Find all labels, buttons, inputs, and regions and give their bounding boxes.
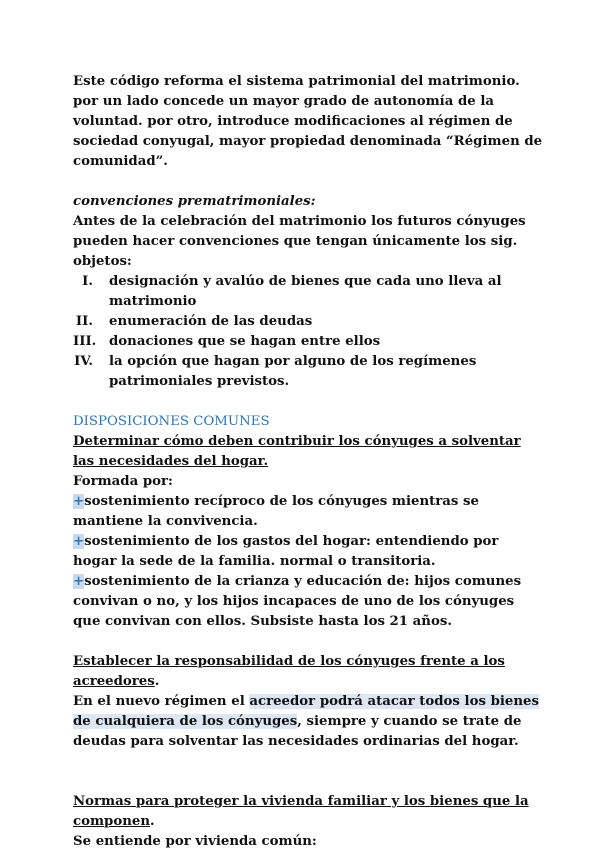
list-numeral: III.: [73, 334, 97, 349]
responsabilidad-paragraph: [73, 692, 543, 752]
vivienda-heading: Normas para proteger la vivienda familiar y los bienes que la componen: [73, 794, 529, 829]
formada-por-label: Formada por:: [73, 474, 173, 489]
bullet-item: [73, 532, 543, 572]
list-item: [73, 332, 543, 352]
list-numeral: I.: [82, 274, 93, 289]
list-item: [73, 312, 543, 332]
list-item: [73, 352, 543, 392]
spacer: [73, 752, 543, 792]
list-item-text: designación y avalúo de bienes que cada uno lleva al matrimonio: [109, 274, 502, 309]
intro-paragraph: Este código reforma el sistema patrimonial del matrimonio. por un lado concede un mayor grado de autonomía de la voluntad. por otro, introduce modificaciones al régimen de sociedad conyugal, mayor propiedad denominada “Régimen de comunidad”.: [73, 74, 543, 169]
heading-period: .: [150, 814, 155, 829]
list-item-text: la opción que hagan por alguno de los regímenes patrimoniales previstos.: [109, 354, 477, 389]
convenciones-heading: convenciones prematrimoniales:: [73, 194, 316, 209]
bullet-text: sostenimiento recíproco de los cónyuges mientras se mantiene la convivencia.: [73, 494, 479, 529]
document-page: [73, 72, 543, 852]
list-numeral: IV.: [74, 354, 93, 369]
spacer: [73, 392, 543, 412]
plus-bullet-icon: +: [73, 494, 85, 509]
disposiciones-heading: DISPOSICIONES COMUNES: [73, 414, 270, 429]
responsabilidad-heading: Establecer la responsabilidad de los cónyuges frente a los acreedores: [73, 654, 505, 689]
responsabilidad-heading-line: [73, 652, 543, 692]
list-numeral: II.: [75, 314, 93, 329]
plus-bullet-icon: +: [73, 574, 85, 589]
list-item-text: donaciones que se hagan entre ellos: [109, 334, 381, 349]
vivienda-heading-line: [73, 792, 543, 832]
vivienda-text: Se entiende por vivienda común:: [73, 834, 317, 849]
convenciones-list: [73, 272, 543, 392]
spacer: [73, 172, 543, 192]
list-item-text: enumeración de las deudas: [109, 314, 313, 329]
spacer: [73, 632, 543, 652]
heading-period: .: [154, 674, 160, 689]
responsabilidad-text-end: , siempre y cuando se trate de deudas para solventar las necesidades ordinarias del hogar.: [73, 714, 522, 749]
highlighted-text: acreedor podrá atacar todos los bienes de cualquiera de los cónyuges: [73, 694, 539, 729]
list-item: [73, 272, 543, 312]
bullet-text: sostenimiento de los gastos del hogar: entendiendo por hogar la sede de la familia. normal o transitoria.: [73, 534, 499, 569]
plus-bullet-icon: +: [73, 534, 85, 549]
bullet-text: sostenimiento de la crianza y educación de: hijos comunes convivan o no, y los hijos incapaces de uno de los cónyuges que convivan con ellos. Subsiste hasta los 21 años.: [73, 574, 522, 629]
bullet-item: [73, 492, 543, 532]
disposiciones-subheading: Determinar cómo deben contribuir los cónyuges a solventar las necesidades del hogar.: [73, 434, 521, 469]
responsabilidad-text-start: En el nuevo régimen el: [73, 694, 250, 709]
convenciones-intro: Antes de la celebración del matrimonio los futuros cónyuges pueden hacer convenciones que tengan únicamente los sig. objetos:: [73, 214, 526, 269]
bullet-item: [73, 572, 543, 632]
